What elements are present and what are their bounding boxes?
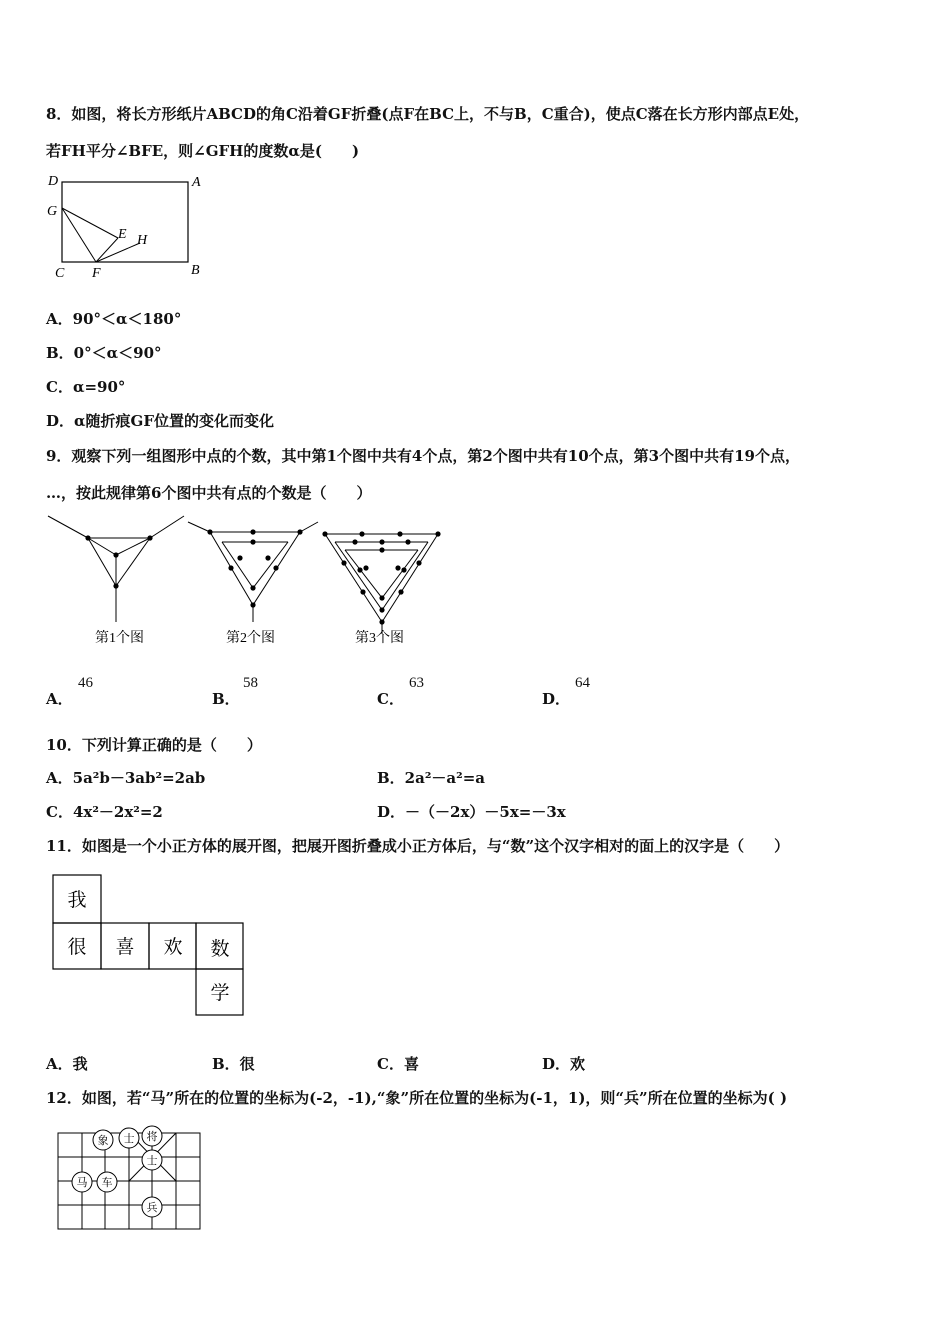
q9-caption-2: 第2个图 bbox=[226, 631, 275, 646]
label-D: D bbox=[48, 174, 59, 189]
q11-option-b: B．很 bbox=[212, 1055, 255, 1073]
q9-stem-line1: 9．观察下列一组图形中点的个数，其中第1个图中共有4个点，第2个图中共有10个点，第3个图中共有19个点， bbox=[46, 447, 800, 465]
q9-option-b-value: 58 bbox=[243, 675, 258, 691]
q8-rectangle-figure bbox=[40, 170, 220, 285]
q9-option-a-letter: A． bbox=[46, 690, 73, 708]
label-F: F bbox=[92, 266, 101, 281]
piece-che: 车 bbox=[101, 1177, 113, 1189]
q8-option-c: C．α=90° bbox=[46, 378, 126, 396]
label-C: C bbox=[55, 266, 65, 281]
q10-option-b: B．2a²－a²=a bbox=[377, 769, 485, 787]
net-char-5: 数 bbox=[210, 939, 230, 960]
q12-stem: 12．如图，若“马”所在的位置的坐标为(-2，-1),“象”所在位置的坐标为(-1，1)，则“兵”所在位置的坐标为( ) bbox=[46, 1089, 788, 1107]
q8-option-d: D．α随折痕GF位置的变化而变化 bbox=[46, 412, 275, 430]
q9-caption-3: 第3个图 bbox=[355, 631, 404, 646]
net-char-1: 我 bbox=[67, 890, 87, 911]
q8-option-a: A．90°＜α＜180° bbox=[46, 310, 182, 328]
piece-bing: 兵 bbox=[146, 1202, 158, 1214]
q10-option-c: C．4x²－2x²=2 bbox=[46, 803, 163, 821]
q9-option-d-value: 64 bbox=[575, 675, 590, 691]
label-H: H bbox=[137, 233, 148, 248]
q8-stem-line1: 8．如图，将长方形纸片ABCD的角C沿着GF折叠(点F在BC上，不与B，C重合)，使点C落在长方形内部点E处， bbox=[46, 105, 810, 123]
q9-option-a-value: 46 bbox=[78, 675, 93, 691]
q9-option-d-letter: D． bbox=[542, 690, 571, 708]
q9-dot-figures bbox=[40, 510, 450, 650]
q11-option-c: C．喜 bbox=[377, 1055, 419, 1073]
q9-option-c-letter: C． bbox=[377, 690, 404, 708]
q8-stem-line2: 若FH平分∠BFE，则∠GFH的度数α是( ) bbox=[46, 142, 360, 160]
net-char-2: 很 bbox=[67, 937, 87, 958]
label-G: G bbox=[47, 204, 58, 219]
q9-stem-line2: …，按此规律第6个图中共有点的个数是（ ） bbox=[46, 484, 372, 502]
q10-option-d: D．－（－2x）－5x=－3x bbox=[377, 803, 566, 821]
q11-stem: 11．如图是一个小正方体的展开图，把展开图折叠成小正方体后，与“数”这个汉字相对的面上的汉字是（ ） bbox=[46, 837, 790, 855]
q9-option-b-letter: B． bbox=[212, 690, 240, 708]
label-A: A bbox=[192, 175, 201, 190]
piece-xiang: 象 bbox=[97, 1135, 109, 1147]
q11-option-a: A．我 bbox=[46, 1055, 88, 1073]
net-char-4: 欢 bbox=[163, 937, 183, 958]
piece-ma: 马 bbox=[76, 1177, 88, 1189]
q11-cube-net bbox=[52, 874, 247, 1019]
piece-shi-2: 士 bbox=[146, 1155, 158, 1167]
net-char-3: 喜 bbox=[115, 937, 135, 958]
q12-chess-board bbox=[55, 1125, 205, 1235]
q10-stem: 10．下列计算正确的是（ ） bbox=[46, 736, 262, 754]
q10-option-a: A．5a²b－3ab²=2ab bbox=[46, 769, 206, 787]
net-char-6: 学 bbox=[210, 983, 230, 1004]
label-B: B bbox=[191, 263, 200, 278]
q9-caption-1: 第1个图 bbox=[95, 631, 144, 646]
q8-option-b: B．0°＜α＜90° bbox=[46, 344, 162, 362]
label-E: E bbox=[118, 227, 127, 242]
q9-option-c-value: 63 bbox=[409, 675, 424, 691]
q11-option-d: D．欢 bbox=[542, 1055, 586, 1073]
piece-jiang: 将 bbox=[146, 1131, 158, 1143]
piece-shi-1: 士 bbox=[123, 1133, 135, 1145]
